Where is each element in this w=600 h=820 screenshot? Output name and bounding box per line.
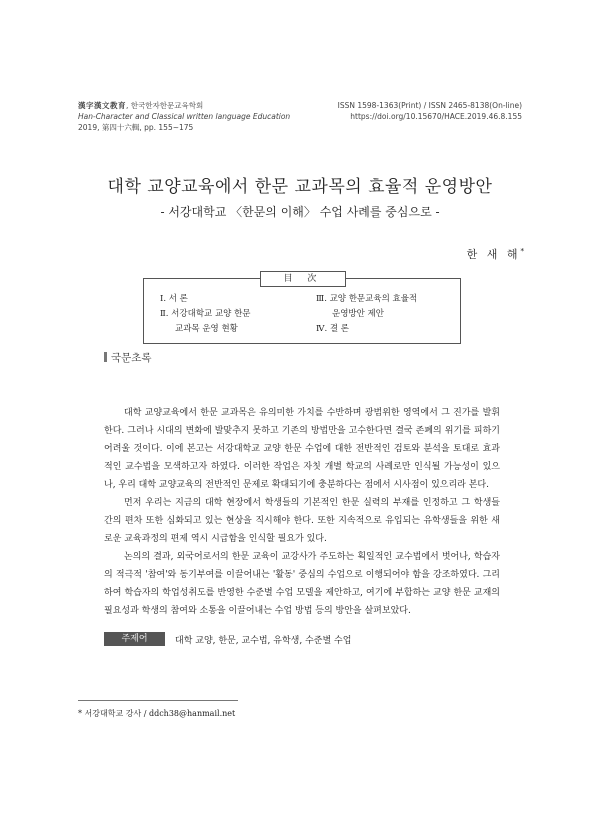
abstract-body — [104, 404, 500, 620]
author-name: 한 새 해 — [466, 248, 521, 261]
issn: ISSN 1598-1363(Print) / ISSN 2465-8138(On-line) — [337, 101, 522, 110]
abstract-paragraph: 대학 교양교육에서 한문 교과목은 유의미한 가치를 수반하며 광범위한 영역에서 그 진가를 발휘한다. 그러나 시대의 변화에 발맞추지 못하고 기존의 방법만을 고수한다면 결국 존폐의 위기를 피하기 어려울 것이다. 이에 본고는 서강대학교 교양 한문 수업에 대한 전반적인 검토와 분석을 토대로 효과적인 교수법을 모색하고자 하였다. 이러한 작업은 자칫 개별 학교의 사례로만 인식될 가능성이 있으나, 우리 대학 교양교육의 전반적인 문제로 확대되기에 충분하다는 점에서 시사점이 있으리라 본다. — [104, 408, 500, 490]
footnote-divider — [78, 700, 238, 701]
author — [467, 246, 524, 262]
volume-pages: 2019, 第四十六輯, pp. 155~175 — [78, 123, 194, 132]
paper-subtitle: - 서강대학교 〈한문의 이해〉 수업 사례를 중심으로 - — [160, 205, 440, 219]
toc-item: Ⅲ. 교양 한문교육의 효율적 — [316, 294, 418, 304]
issn-doi — [262, 100, 522, 122]
keywords-text: 대학 교양, 한문, 교수법, 유학생, 수준별 수업 — [175, 636, 352, 646]
toc-item: 교과목 운영 현황 — [175, 324, 238, 334]
paper-title: 대학 교양교육에서 한문 교과목의 효율적 운영방안 — [107, 177, 493, 197]
doi-link[interactable]: https://doi.org/10.15670/HACE.2019.46.8.155 — [350, 112, 522, 121]
abstract-heading — [104, 350, 152, 365]
journal-english-name: Han-Character and Classical written language Education — [78, 112, 291, 121]
heading-bar-icon — [104, 352, 107, 362]
abstract-paragraph: 논의의 결과, 외국어로서의 한문 교육이 교강사가 주도하는 획일적인 교수법에서 벗어나, 학습자의 적극적 '참여'와 동기부여를 이끌어내는 '활동' 중심의 수업으로 이행되어야 함을 강조하였다. 그리하여 학습자의 학업성취도를 반영한 수준별 수업 모델을 제안하고, 여기에 부합하는 교양 한문 교재의 필요성과 학생의 참여와 소통을 이끌어내는 수업 방법 등의 방안을 살펴보았다. — [104, 552, 500, 616]
abstract-paragraph: 먼저 우리는 지금의 대학 현장에서 학생들의 기본적인 한문 실력의 부재를 인정하고 그 학생들 간의 편차 또한 심화되고 있는 현상을 직시해야 한다. 또한 지속적으로 유입되는 유학생들을 위한 새로운 교육과정의 편제 역시 시급함을 인식할 필요가 있다. — [104, 498, 500, 544]
author-footnote-mark: * — [520, 247, 524, 256]
abstract-heading-text: 국문초록 — [111, 352, 152, 364]
toc-item: Ⅰ. 서 론 — [160, 294, 188, 304]
footnote: * 서강대학교 강사 / ddch38@hanmail.net — [78, 709, 236, 718]
journal-info: 漢字漢文教育, 한국한자한문교육학회 Han-Character and Classical written language Education 2019, 第四十六輯, pp. 155~175 — [78, 100, 338, 133]
society-name: 한국한자한문교육학회 — [130, 101, 204, 110]
toc-item: Ⅳ. 결 론 — [316, 324, 350, 334]
journal-name: 漢字漢文教育 — [78, 101, 126, 110]
toc-item: 운영방안 제안 — [332, 309, 384, 319]
keywords-label: 주제어 — [104, 632, 165, 646]
toc-item: Ⅱ. 서강대학교 교양 한문 — [160, 309, 251, 319]
toc-heading: 目 次 — [260, 271, 346, 287]
